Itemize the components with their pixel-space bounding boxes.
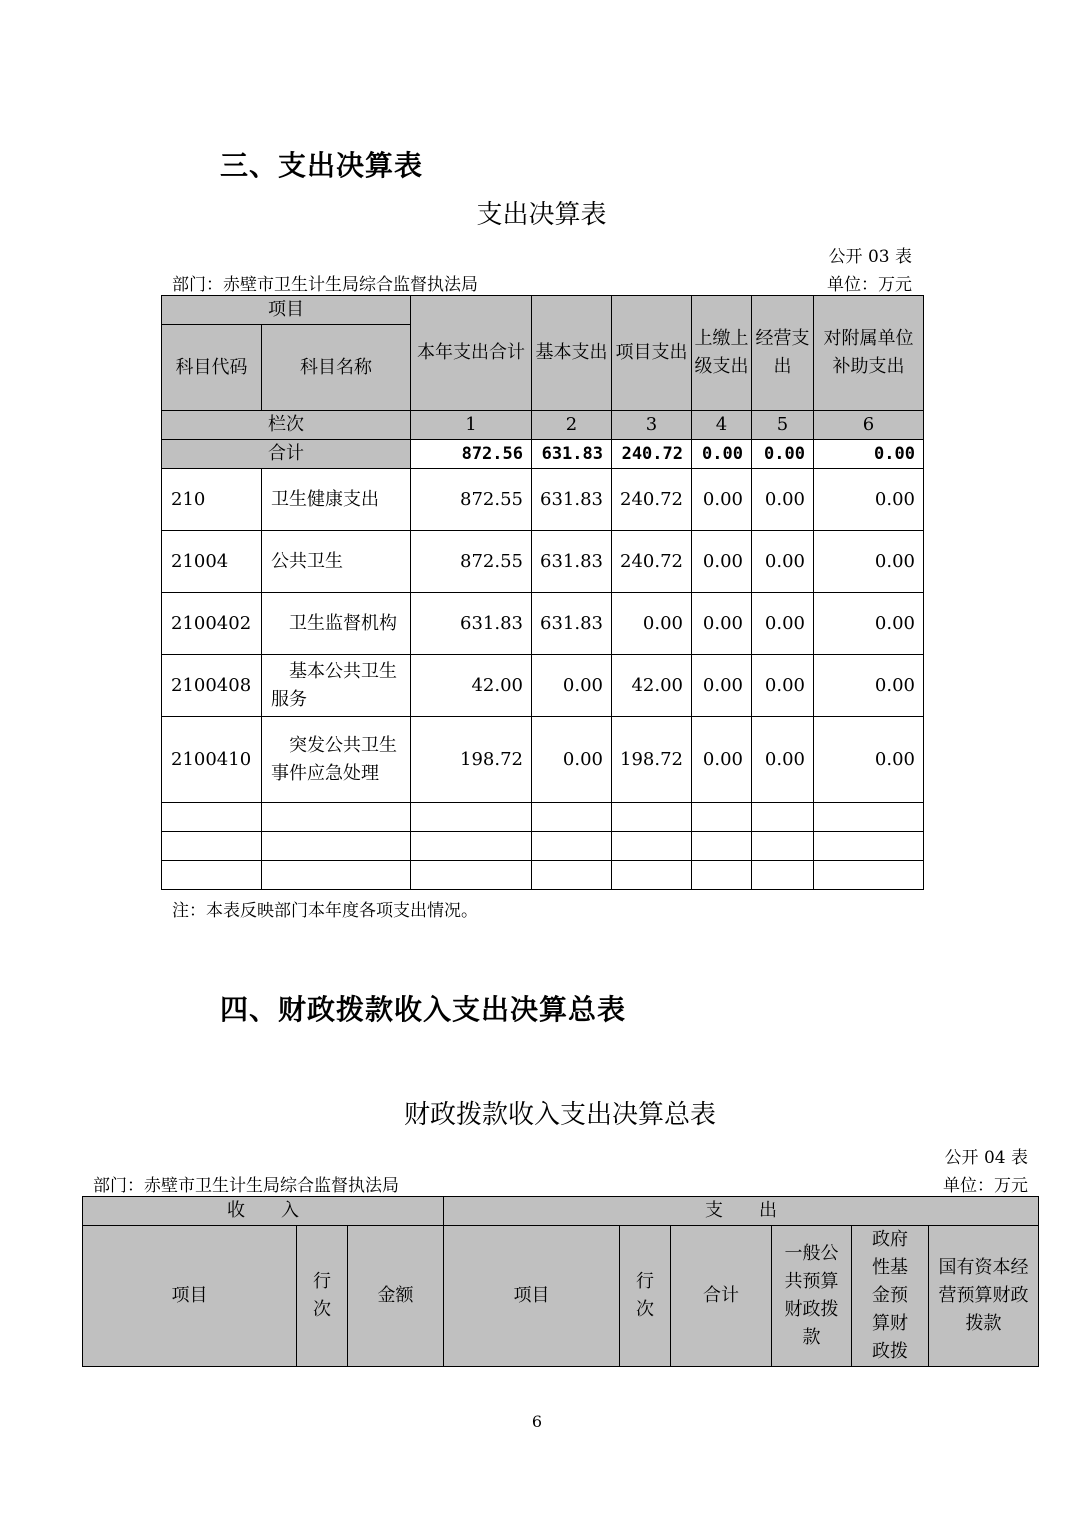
row-basic: 0.00 bbox=[532, 717, 612, 803]
row-upper: 0.00 bbox=[692, 593, 752, 655]
row-business: 0.00 bbox=[752, 717, 814, 803]
row-total: 42.00 bbox=[411, 655, 532, 717]
total-label: 合计 bbox=[162, 440, 411, 469]
row-name: 卫生监督机构 bbox=[262, 593, 411, 655]
header-line2: 行次 bbox=[620, 1226, 671, 1367]
row-upper: 0.00 bbox=[692, 717, 752, 803]
col-5: 5 bbox=[752, 411, 814, 440]
total-upper: 0.00 bbox=[692, 440, 752, 469]
header-expense: 支 出 bbox=[444, 1197, 1039, 1226]
header-general-budget: 一般公共预算财政拨款 bbox=[772, 1226, 852, 1367]
header-income: 收 入 bbox=[83, 1197, 444, 1226]
row-basic: 631.83 bbox=[532, 531, 612, 593]
table3-form-no: 公开 03 表 bbox=[828, 247, 912, 267]
table4-unit: 单位：万元 bbox=[943, 1176, 1028, 1196]
col-2: 2 bbox=[532, 411, 612, 440]
header-name: 科目名称 bbox=[262, 325, 411, 411]
header-subsidy: 对附属单位补助支出 bbox=[814, 296, 924, 411]
table4-form-no: 公开 04 表 bbox=[944, 1148, 1028, 1168]
empty-row bbox=[162, 803, 924, 832]
header-basic: 基本支出 bbox=[532, 296, 612, 411]
total-basic: 631.83 bbox=[532, 440, 612, 469]
section3-heading: 三、支出决算表 bbox=[220, 149, 424, 182]
row-name: 基本公共卫生服务 bbox=[262, 655, 411, 717]
table-row bbox=[162, 655, 924, 717]
row-basic: 631.83 bbox=[532, 593, 612, 655]
header-state-capital: 国有资本经营预算财政拨款 bbox=[929, 1226, 1039, 1367]
header-item: 项目 bbox=[83, 1226, 297, 1367]
row-business: 0.00 bbox=[752, 593, 814, 655]
row-code: 2100402 bbox=[162, 593, 262, 655]
col-label: 栏次 bbox=[162, 411, 411, 440]
col-1: 1 bbox=[411, 411, 532, 440]
header-business: 经营支出 bbox=[752, 296, 814, 411]
table3-unit: 单位：万元 bbox=[827, 275, 912, 295]
col-4: 4 bbox=[692, 411, 752, 440]
row-project: 42.00 bbox=[612, 655, 692, 717]
page-number: 6 bbox=[531, 1412, 543, 1431]
header-line: 行次 bbox=[297, 1226, 348, 1367]
row-code: 21004 bbox=[162, 531, 262, 593]
table4-title: 财政拨款收入支出决算总表 bbox=[403, 1100, 716, 1130]
table4-dept: 部门：赤壁市卫生计生局综合监督执法局 bbox=[93, 1176, 399, 1196]
col-3: 3 bbox=[612, 411, 692, 440]
row-total: 631.83 bbox=[411, 593, 532, 655]
row-basic: 0.00 bbox=[532, 655, 612, 717]
total-subsidy: 0.00 bbox=[814, 440, 924, 469]
header-gov-fund: 政府性基金预算财政拨 bbox=[852, 1226, 929, 1367]
row-business: 0.00 bbox=[752, 469, 814, 531]
row-code: 2100408 bbox=[162, 655, 262, 717]
table3-note: 注：本表反映部门本年度各项支出情况。 bbox=[172, 901, 478, 921]
section4-heading: 四、财政拨款收入支出决算总表 bbox=[220, 993, 627, 1026]
table3-dept: 部门：赤壁市卫生计生局综合监督执法局 bbox=[172, 275, 478, 295]
row-subsidy: 0.00 bbox=[814, 531, 924, 593]
header-item2: 项目 bbox=[444, 1226, 620, 1367]
table-row bbox=[162, 593, 924, 655]
row-project: 240.72 bbox=[612, 531, 692, 593]
empty-row bbox=[162, 861, 924, 890]
row-code: 2100410 bbox=[162, 717, 262, 803]
header-amount: 金额 bbox=[348, 1226, 444, 1367]
header-total: 本年支出合计 bbox=[411, 296, 532, 411]
fiscal-summary-table bbox=[82, 1196, 1039, 1367]
total-row bbox=[162, 440, 924, 469]
empty-row bbox=[162, 832, 924, 861]
row-name: 公共卫生 bbox=[262, 531, 411, 593]
expenditure-table bbox=[161, 295, 924, 890]
table-row bbox=[162, 469, 924, 531]
row-total: 198.72 bbox=[411, 717, 532, 803]
header-upper: 上缴上级支出 bbox=[692, 296, 752, 411]
row-project: 240.72 bbox=[612, 469, 692, 531]
row-subsidy: 0.00 bbox=[814, 593, 924, 655]
header-project-exp: 项目支出 bbox=[612, 296, 692, 411]
row-business: 0.00 bbox=[752, 531, 814, 593]
row-subsidy: 0.00 bbox=[814, 717, 924, 803]
row-subsidy: 0.00 bbox=[814, 655, 924, 717]
table-row bbox=[162, 717, 924, 803]
total-value: 872.56 bbox=[411, 440, 532, 469]
row-upper: 0.00 bbox=[692, 655, 752, 717]
row-name: 卫生健康支出 bbox=[262, 469, 411, 531]
row-total: 872.55 bbox=[411, 469, 532, 531]
total-business: 0.00 bbox=[752, 440, 814, 469]
row-total: 872.55 bbox=[411, 531, 532, 593]
row-project: 198.72 bbox=[612, 717, 692, 803]
header-project: 项目 bbox=[162, 296, 411, 325]
row-code: 210 bbox=[162, 469, 262, 531]
row-upper: 0.00 bbox=[692, 469, 752, 531]
row-business: 0.00 bbox=[752, 655, 814, 717]
row-upper: 0.00 bbox=[692, 531, 752, 593]
header-total: 合计 bbox=[671, 1226, 772, 1367]
row-name: 突发公共卫生事件应急处理 bbox=[262, 717, 411, 803]
total-project: 240.72 bbox=[612, 440, 692, 469]
row-project: 0.00 bbox=[612, 593, 692, 655]
row-subsidy: 0.00 bbox=[814, 469, 924, 531]
table-row bbox=[162, 531, 924, 593]
col-6: 6 bbox=[814, 411, 924, 440]
header-code: 科目代码 bbox=[162, 325, 262, 411]
table3-title: 支出决算表 bbox=[476, 200, 607, 230]
row-basic: 631.83 bbox=[532, 469, 612, 531]
